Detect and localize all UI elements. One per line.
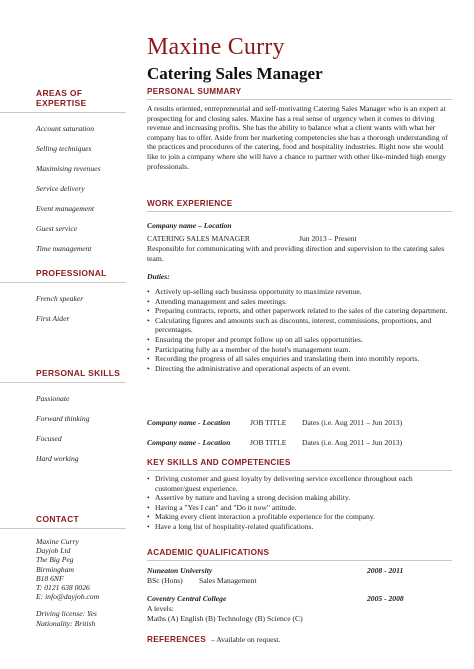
degree-subject: Sales Management xyxy=(199,576,257,585)
duty-item: • Actively up-selling each business opportunity to maximize revenue. xyxy=(147,287,452,297)
driving-license: Driving license: Yes xyxy=(36,609,97,619)
contact-heading: CONTACT xyxy=(0,514,126,529)
role-row xyxy=(147,234,452,244)
duties-list xyxy=(147,287,452,373)
duty-item: • Participating fully as a member of the hotel's management team. xyxy=(147,345,452,355)
duty-item: • Directing the administrative and operational aspects of an event. xyxy=(147,364,452,374)
skill-item: • Assertive by nature and having a strong decision making ability. xyxy=(147,493,452,503)
previous-job-dates: Dates (i.e. Aug 2011 – Jun 2013) xyxy=(302,418,403,427)
skill-item: • Making every client interaction a profitable experience for the company. xyxy=(147,512,452,522)
contact-line: The Big Peg xyxy=(36,555,74,565)
university-dates: 2008 - 2011 xyxy=(367,566,404,575)
role-dates: Jun 2013 – Present xyxy=(299,234,357,243)
duties-label: Duties: xyxy=(147,272,170,281)
personal-skill-item: Focused xyxy=(36,434,62,443)
work-experience-heading: WORK EXPERIENCE xyxy=(147,199,452,212)
contact-email[interactable]: E: info@dayjob.com xyxy=(36,592,100,602)
previous-job-title: JOB TITLE xyxy=(250,438,287,447)
duty-item: • Calculating figures and amounts such as discounts, interest, commissions, proportions, and percentages. xyxy=(147,316,452,335)
duty-item: • Ensuring the proper and prompt follow up on all sales opportunities. xyxy=(147,335,452,345)
expertise-item: Event management xyxy=(36,204,94,213)
contact-line: Maxine Curry xyxy=(36,537,79,546)
academic-heading: ACADEMIC QUALIFICATIONS xyxy=(147,548,452,561)
contact-line: Birmingham xyxy=(36,564,74,574)
personal-skills-section xyxy=(0,368,126,463)
nationality: Nationality: British xyxy=(36,618,96,628)
candidate-name: Maxine Curry xyxy=(147,34,285,60)
skill-item: • Driving customer and guest loyalty by delivering service excellence throughout each customer/guest experience. xyxy=(147,474,452,493)
key-skills-list xyxy=(147,474,452,532)
personal-summary-heading: PERSONAL SUMMARY xyxy=(147,87,452,100)
degree-type: BSc (Hons) xyxy=(147,576,183,585)
previous-company: Company name - Location xyxy=(147,438,231,447)
expertise-item: Service delivery xyxy=(36,184,85,193)
company-location: Company name – Location xyxy=(147,221,232,230)
role-responsibility: Responsible for communicating with and providing direction and supervision to the catering sales team. xyxy=(147,244,445,263)
contact-line: B18 6NF xyxy=(36,573,64,583)
contact-phone: T: 0121 638 0026 xyxy=(36,583,90,593)
areas-of-expertise-section xyxy=(0,88,126,253)
duty-item: • Preparing contracts, reports, and other paperwork related to the sales of the catering department. xyxy=(147,306,452,316)
key-skills-heading: KEY SKILLS AND COMPETENCIES xyxy=(147,458,452,471)
previous-job-row xyxy=(147,438,452,448)
professional-item: French speaker xyxy=(36,294,84,303)
contact-line: Dayjob Ltd xyxy=(36,546,71,556)
references-text: – Available on request. xyxy=(210,635,281,644)
references-row xyxy=(147,635,452,645)
areas-of-expertise-heading: AREAS OF EXPERTISE xyxy=(0,88,126,113)
college-row xyxy=(147,594,452,604)
expertise-item: Time management xyxy=(36,244,92,253)
personal-skill-item: Hard working xyxy=(36,454,79,463)
professional-section xyxy=(0,268,126,323)
contact-address xyxy=(0,537,126,601)
skill-item: • Having a "Yes I can" and "Do it now" attitude. xyxy=(147,503,452,513)
college-a-levels: Maths (A) English (B) Technology (B) Science (C) xyxy=(147,614,303,623)
previous-job-dates: Dates (i.e. Aug 2011 – Jun 2013) xyxy=(302,438,403,447)
expertise-item: Maximising revenues xyxy=(36,164,101,173)
professional-heading: PROFESSIONAL xyxy=(0,268,126,283)
expertise-item: Guest service xyxy=(36,224,78,233)
references-heading: REFERENCES xyxy=(147,635,206,644)
expertise-item: Account saturation xyxy=(36,124,95,133)
professional-item: First Aider xyxy=(36,314,70,323)
personal-skill-item: Forward thinking xyxy=(36,414,90,423)
previous-job-row xyxy=(147,418,452,428)
college-dates: 2005 - 2008 xyxy=(367,594,404,603)
sidebar xyxy=(0,0,138,669)
expertise-item: Selling techniques xyxy=(36,144,92,153)
job-title: Catering Sales Manager xyxy=(147,64,323,83)
previous-company: Company name - Location xyxy=(147,418,231,427)
degree-row xyxy=(147,576,452,586)
role-title: CATERING SALES MANAGER xyxy=(147,234,250,243)
college-a-levels-label: A levels: xyxy=(147,604,174,613)
university-row xyxy=(147,566,452,576)
skill-item: • Have a long list of hospitality-related qualifications. xyxy=(147,522,452,532)
personal-summary-text: A results oriented, entrepreneurial and self-motivating Catering Sales Manager who is an expert at prospecting for and closing sales. Maxine has a real sense of urgency when it comes to driving revenue and increasing profits. She has the ability to balance what a client wants with what her company has to offer. Aside from her marketing competencies she has a thorough understanding of the practices and procedures of the catering, food and hospitality industries. Right now she would like to join a company where she will have a chance to partner with other like-minded high energy professionals. xyxy=(147,104,448,171)
personal-skills-heading: PERSONAL SKILLS xyxy=(0,368,126,383)
personal-skill-item: Passionate xyxy=(36,394,70,403)
duty-item: • Recording the progress of all sales enquiries and translating them into monthly reports. xyxy=(147,354,452,364)
duty-item: • Attending management and sales meetings. xyxy=(147,297,452,307)
college-name: Coventry Central College xyxy=(147,594,227,603)
contact-section xyxy=(0,514,126,628)
contact-extra xyxy=(0,609,126,627)
previous-job-title: JOB TITLE xyxy=(250,418,287,427)
university-name: Nuneaton University xyxy=(147,566,213,575)
